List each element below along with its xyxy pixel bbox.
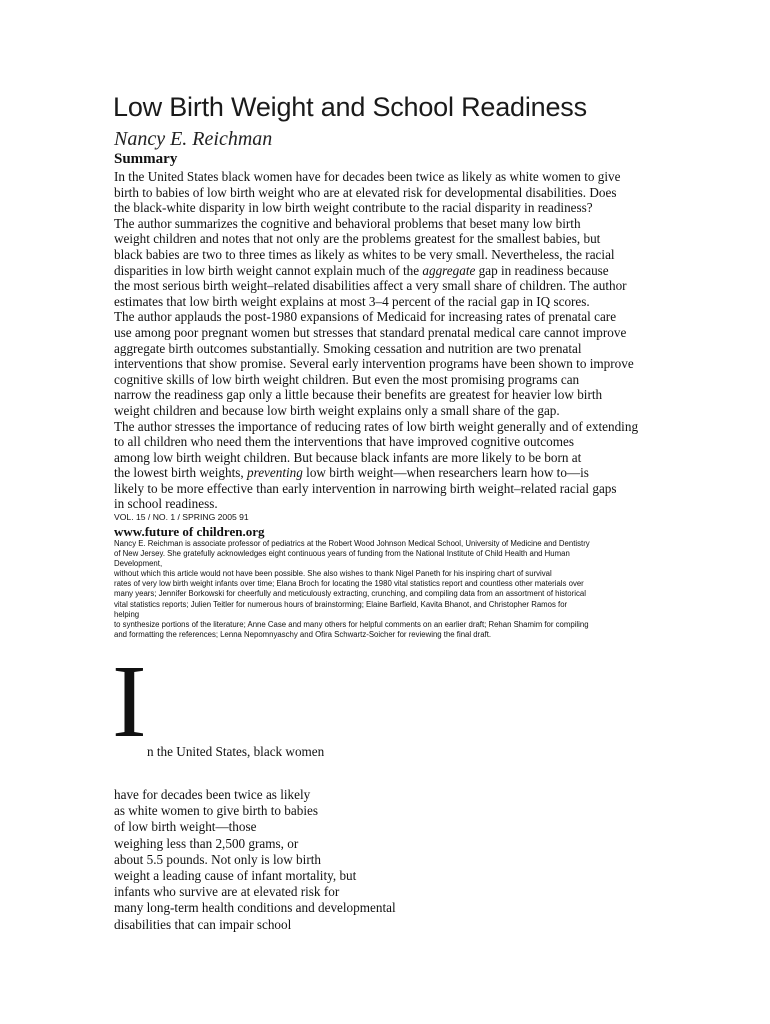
emphasis-preventing: preventing: [246, 465, 303, 481]
summary-line-text: low birth weight—when researchers learn how to—is: [302, 465, 589, 481]
drop-cap: I: [112, 644, 147, 759]
summary-line-text: gap in readiness because: [475, 262, 609, 278]
bio-line: Development,: [114, 559, 163, 569]
bio-line: of New Jersey. She gratefully acknowledges eight continuous years of funding from the National Institute of Child Health and Human: [114, 549, 570, 559]
summary-line: the black-white disparity in low birth weight contribute to the racial disparity in readiness?: [114, 200, 593, 216]
summary-line: The author stresses the importance of reducing rates of low birth weight generally and of extending: [114, 418, 639, 434]
body-line: have for decades been twice as likely: [114, 787, 311, 802]
author-bio: [114, 539, 590, 640]
summary-line: cognitive skills of low birth weight children. But even the most promising programs can: [114, 371, 580, 387]
body-line: of low birth weight—those: [114, 819, 257, 835]
body-line: about 5.5 pounds. Not only is low birth: [114, 851, 321, 867]
summary-line: The author applauds the post-1980 expansions of Medicaid for increasing rates of prenatal care: [114, 309, 617, 325]
body-line: weighing less than 2,500 grams, or: [114, 835, 299, 851]
summary-line: birth to babies of low birth weight who are at elevated risk for developmental disabilities. Does: [114, 184, 617, 200]
volume-info: VOL. 15 / NO. 1 / SPRING 2005 91: [114, 512, 249, 522]
summary-line: black babies are two to three times as likely as whites to be very small. Nevertheless, the racial: [114, 246, 615, 262]
body-line: as white women to give birth to babies: [114, 803, 319, 819]
bio-line: and formatting the references; Lenna Nepomnyaschy and Ofira Schwartz-Soicher for reviewing the final draft.: [114, 629, 492, 639]
summary-line: in school readiness.: [114, 496, 218, 512]
bio-line: Nancy E. Reichman is associate professor of pediatrics at the Robert Wood Johnson Medical School, University of Medicine and Dentistry: [114, 539, 590, 548]
summary-line: weight children and because low birth weight explains only a small share of the gap.: [114, 402, 560, 418]
bio-line: vital statistics reports; Julien Teitler for numerous hours of brainstorming; Elaine Barfield, Kavita Bhanot, and Christopher Ramos for: [114, 599, 568, 609]
summary-line: likely to be more effective than early intervention in narrowing birth weight–related racial gaps: [114, 480, 617, 496]
summary-line: narrow the readiness gap only a little because their benefits are greatest for heavier low birth: [114, 387, 603, 403]
summary-line: use among poor pregnant women but stresses that standard prenatal medical care cannot improve: [114, 324, 627, 340]
bio-line: helping: [114, 609, 140, 619]
emphasis-aggregate: aggregate: [422, 262, 476, 278]
bio-line: rates of very low birth weight infants over time; Elana Broch for locating the 1980 vital statistics report and countless other materials over: [114, 579, 584, 589]
body-line: many long-term health conditions and developmental: [114, 900, 396, 916]
summary-line: the most serious birth weight–related disabilities affect a very small share of children. The author: [114, 278, 627, 294]
bio-line: without which this article would not have been possible. She also wishes to thank Nigel Paneth for his inspiring chart of survival: [114, 569, 552, 579]
summary-line: estimates that low birth weight explains at most 3–4 percent of the racial gap in IQ scores.: [114, 293, 590, 309]
lead-text: n the United States, black women: [147, 744, 325, 759]
body-paragraph: [114, 787, 396, 933]
article-title: Low Birth Weight and School Readiness: [113, 92, 587, 122]
summary-paragraph: [114, 169, 638, 512]
summary-line-text: the lowest birth weights,: [114, 465, 247, 481]
website-label: www.future of children.org: [114, 524, 265, 539]
bio-line: to synthesize portions of the literature; Anne Case and many others for helpful comments on an earlier draft; Rehan Shamim for compiling: [114, 619, 589, 629]
body-line: weight a leading cause of infant mortality, but: [114, 868, 357, 884]
summary-line: interventions that show promise. Several early intervention programs have been shown to improve: [114, 356, 634, 372]
summary-line: aggregate birth outcomes substantially. Smoking cessation and nutrition are two prenatal: [114, 340, 582, 356]
summary-line: [114, 263, 638, 279]
summary-line: [114, 465, 638, 481]
summary-line-text: disparities in low birth weight cannot explain much of the: [114, 262, 423, 278]
summary-line: among low birth weight children. But because black infants are more likely to be born at: [114, 449, 582, 465]
article-author: Nancy E. Reichman: [114, 128, 273, 150]
body-line: infants who survive are at elevated risk for: [114, 884, 340, 900]
summary-heading: Summary: [114, 151, 178, 167]
summary-line: weight children and notes that not only are the problems greatest for the smallest babies, but: [114, 231, 601, 247]
summary-line: In the United States black women have for decades been twice as likely as white women to give: [114, 169, 621, 184]
bio-line: many years; Jennifer Borkowski for cheerfully and meticulously extracting, crunching, and compiling data from an assortment of historical: [114, 589, 586, 599]
summary-line: to all children who need them the interventions that have improved cognitive outcomes: [114, 434, 574, 450]
summary-line: The author summarizes the cognitive and behavioral problems that beset many low birth: [114, 215, 581, 231]
body-line: disabilities that can impair school: [114, 916, 292, 932]
